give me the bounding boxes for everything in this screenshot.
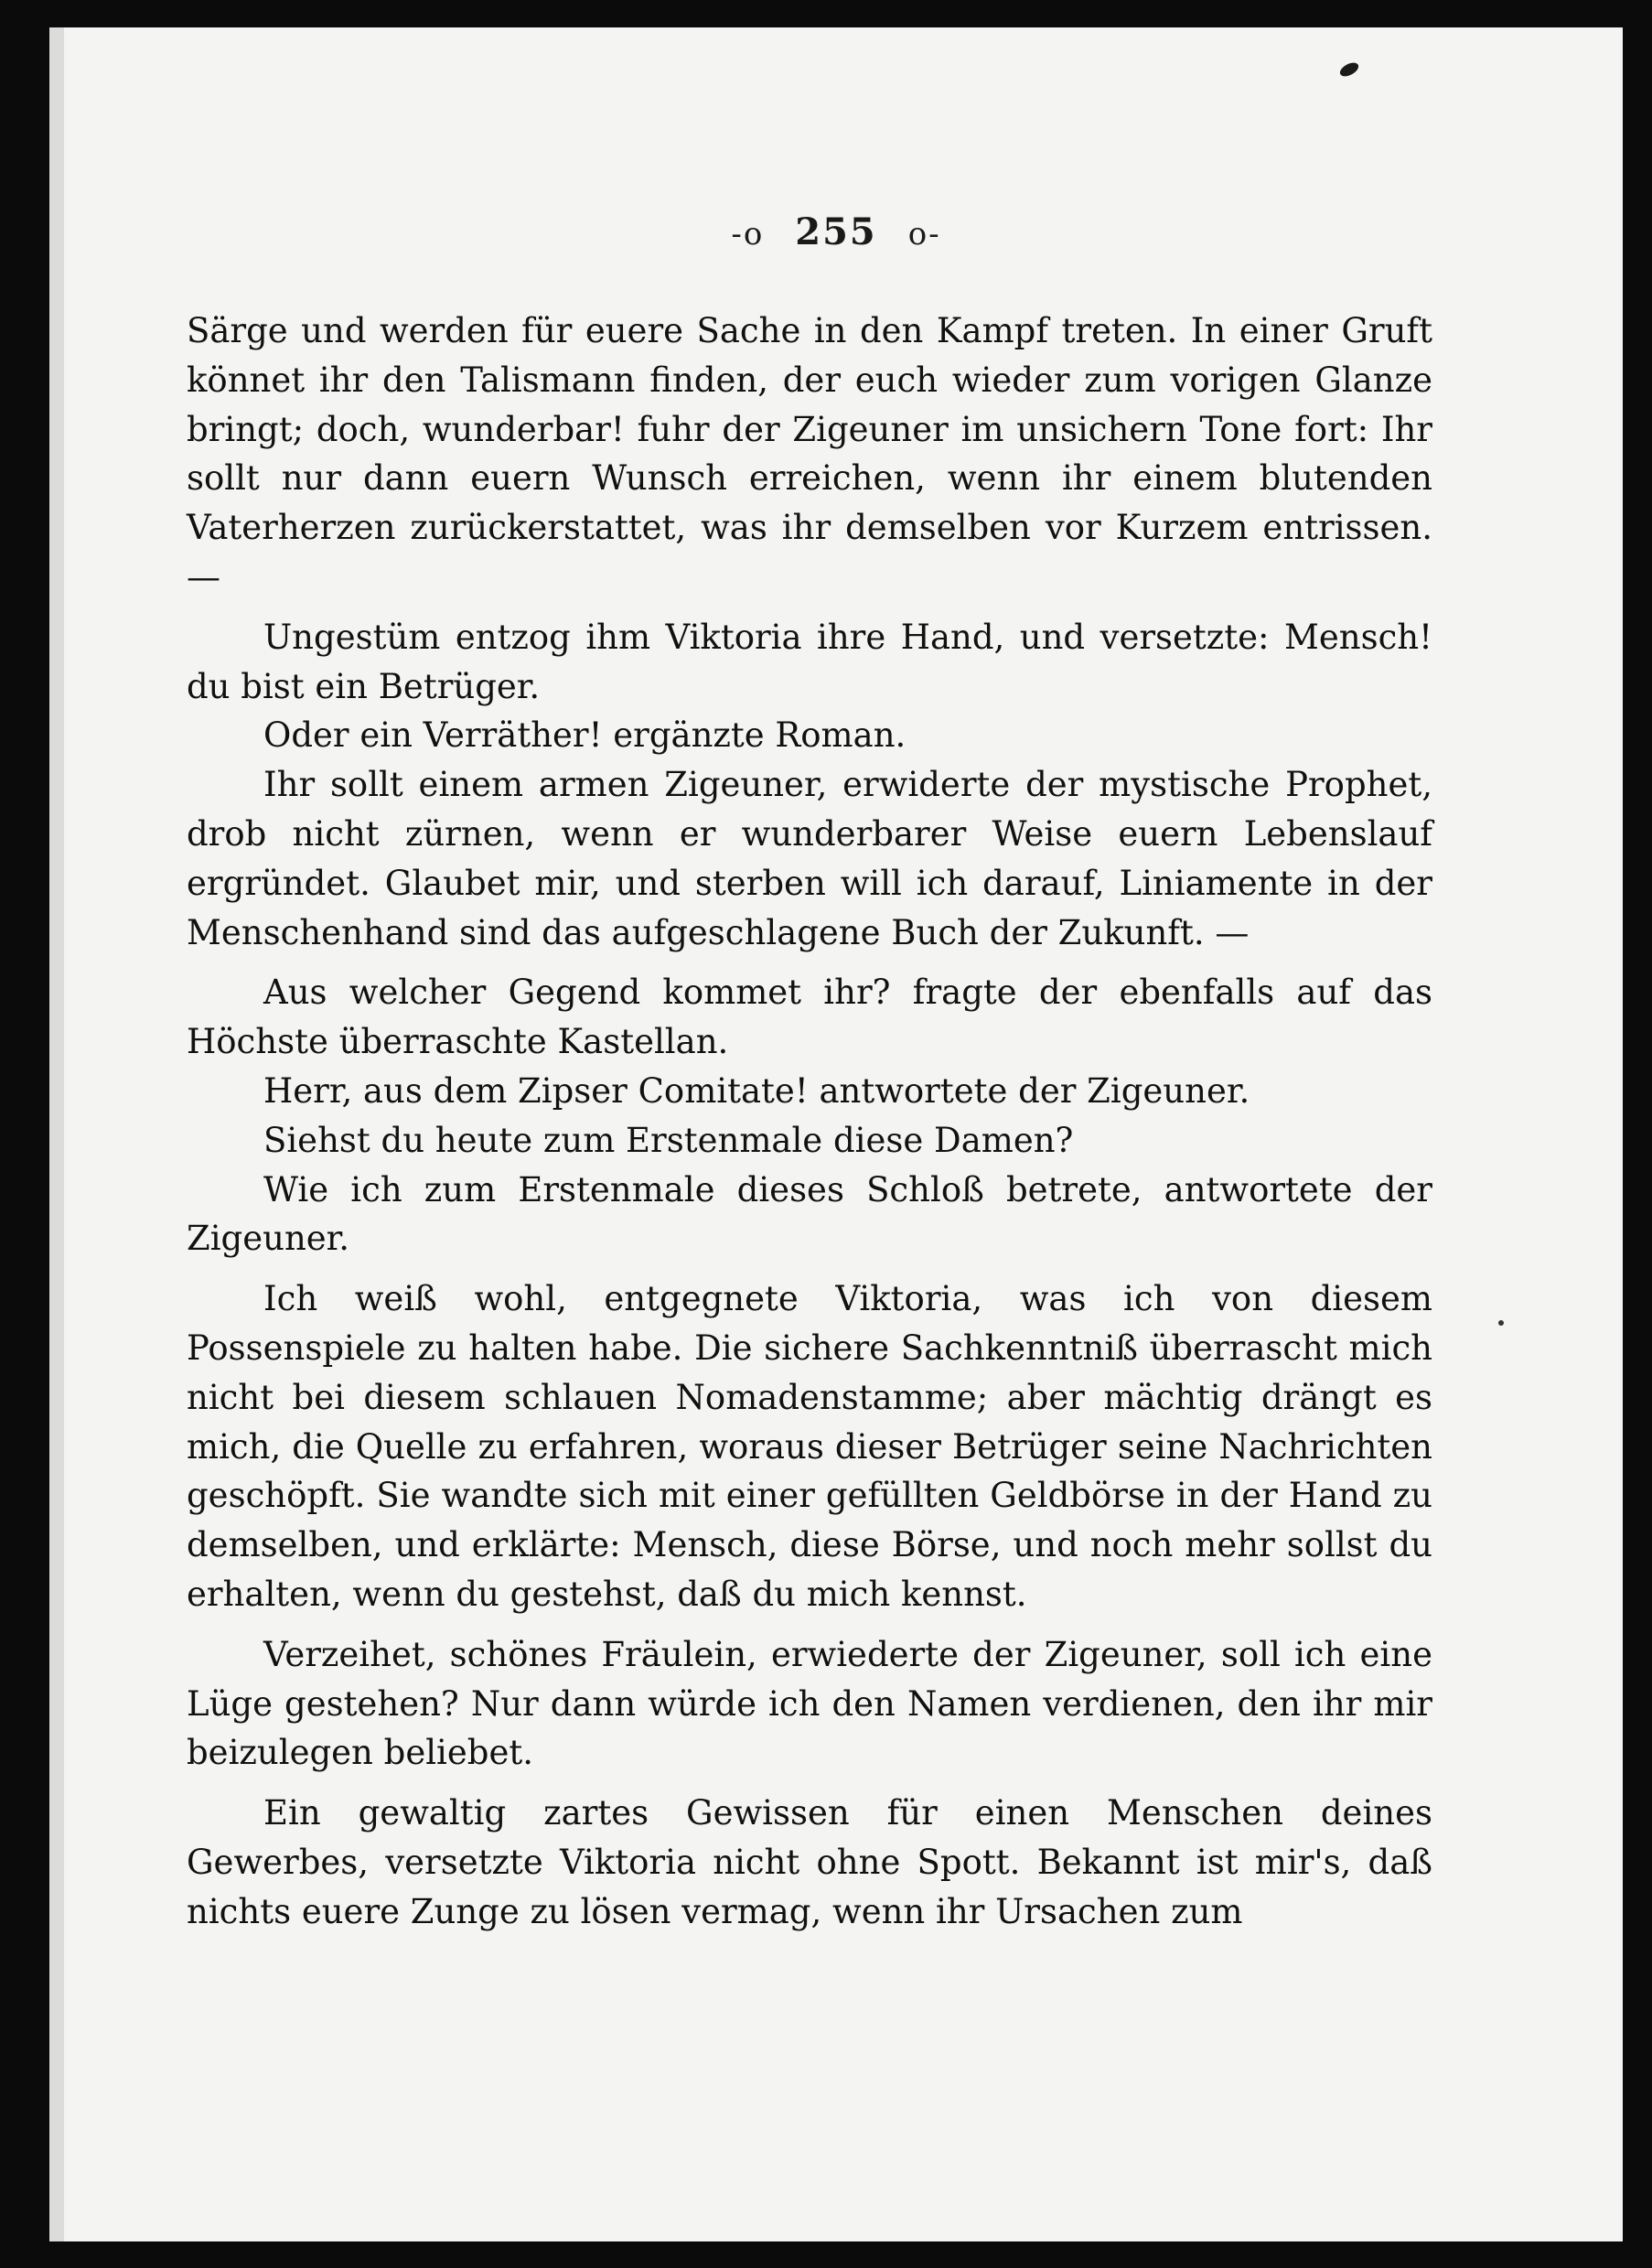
paragraph: Oder ein Verräther! ergänzte Roman. <box>263 715 906 756</box>
paragraph: Ein gewaltig zartes Gewissen für einen Menschen deines Gewerbes, versetzte Viktoria nicht ohne Spott. Bekannt ist mir's, daß nichts euere Zunge zu lösen vermag, wenn ihr Ursachen zum <box>187 1793 1432 1931</box>
paragraph: Ich weiß wohl, entgegnete Viktoria, was ich von diesem Possenspiele zu halten habe. Die sichere Sachkenntniß überrascht mich nicht bei diesem schlauen Nomadenstamme; aber mächtig drängt es mich, die Quelle zu erfahren, woraus dieser Betrüger seine Nachrichten geschöpft. Sie wandte sich mit einer gefüllten Geldbörse in der Hand zu demselben, und erklärte: Mensch, diese Börse, und noch mehr sollst du erhalten, wenn du gestehst, daß du mich kennst. <box>187 1279 1432 1614</box>
page-header <box>49 210 1623 253</box>
paragraph: Verzeihet, schönes Fräulein, erwiederte der Zigeuner, soll ich eine Lüge gestehen? Nur dann würde ich den Namen verdienen, den ihr mir beizulegen beliebet. <box>187 1634 1432 1773</box>
paragraph: Wie ich zum Erstenmale dieses Schloß betrete, antwortete der Zigeuner. <box>187 1169 1432 1259</box>
ink-speck <box>1498 1320 1504 1326</box>
paragraph: Ihr sollt einem armen Zigeuner, erwiderte der mystische Prophet, drob nicht zürnen, wenn er wunderbarer Weise euern Lebenslauf ergründet. Glaubet mir, und sterben will ich darauf, Liniamente in der Menschenhand sind das aufgeschlagene Buch der Zukunft. — <box>187 765 1432 952</box>
page-edge <box>49 27 64 2241</box>
paragraph: Siehst du heute zum Erstenmale diese Damen? <box>263 1120 1074 1160</box>
paragraph: Herr, aus dem Zipser Comitate! antwortete der Zigeuner. <box>263 1070 1250 1111</box>
left-ornament: -o <box>731 216 765 253</box>
paragraph: Aus welcher Gegend kommet ihr? fragte der ebenfalls auf das Höchste überraschte Kastellan. <box>187 973 1432 1062</box>
page-number: 255 <box>795 210 877 253</box>
body-text <box>187 306 1432 1937</box>
book-page <box>49 27 1623 2241</box>
paragraph: Ungestüm entzog ihm Viktoria ihre Hand, und versetzte: Mensch! du bist ein Betrüger. <box>187 617 1432 706</box>
right-ornament: o- <box>907 216 941 253</box>
paragraph: Särge und werden für euere Sache in den Kampf treten. In einer Gruft könnet ihr den Talismann finden, der euch wieder zum vorigen Glanze bringt; doch, wunderbar! fuhr der Zigeuner im unsichern Tone fort: Ihr sollt nur dann euern Wunsch erreichen, wenn ihr einem blutenden Vaterherzen zurückerstattet, was ihr demselben vor Kurzem entrissen. — <box>187 311 1432 597</box>
ink-blot <box>1337 60 1360 80</box>
